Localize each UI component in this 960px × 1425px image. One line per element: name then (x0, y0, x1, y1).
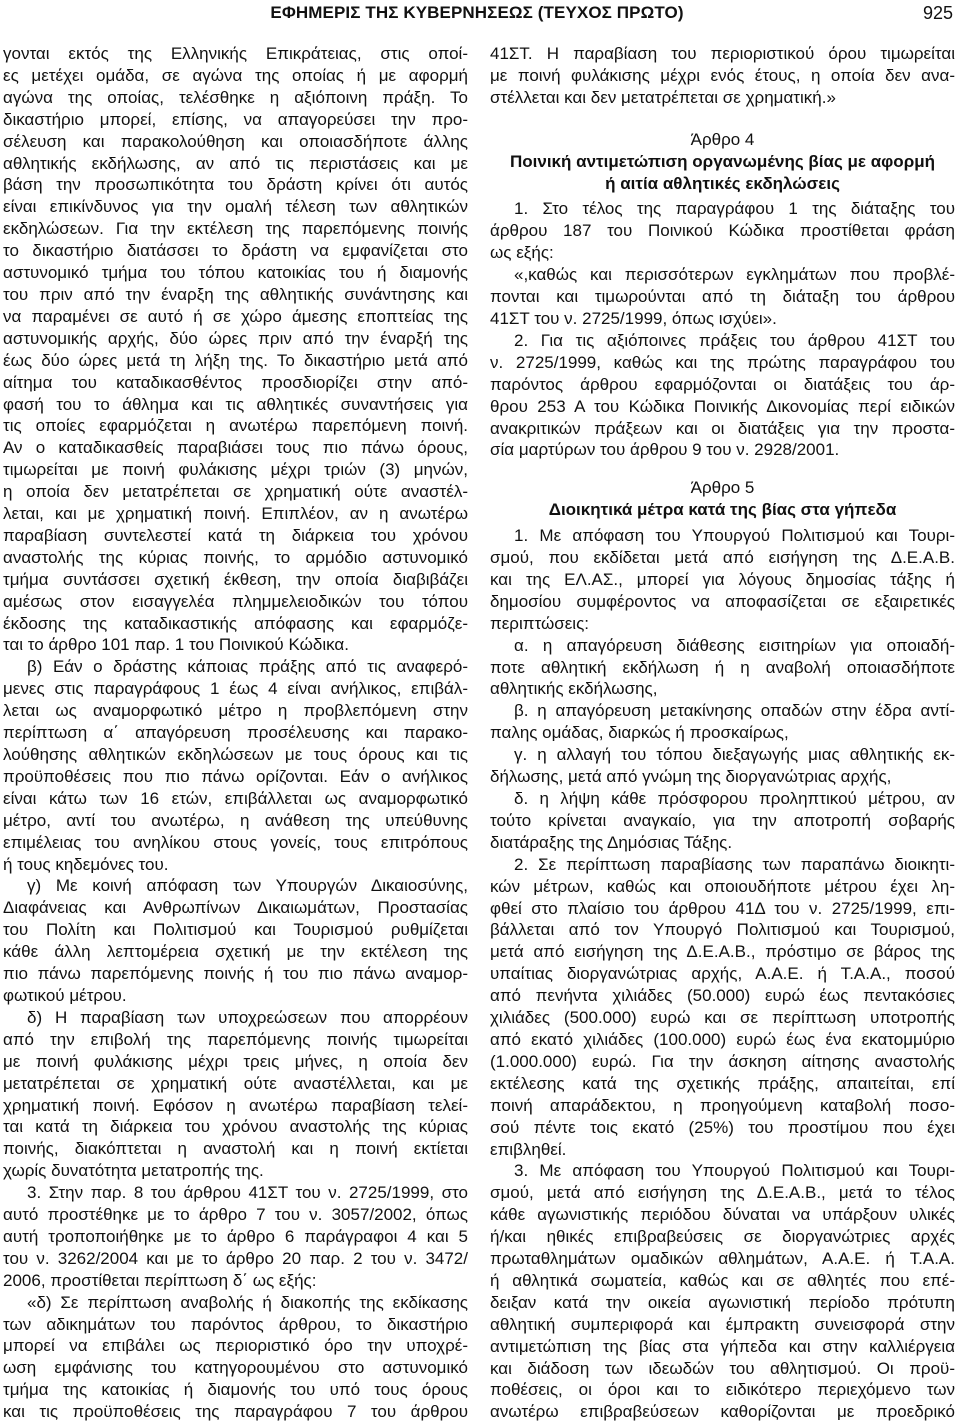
text-line: ή/και ηθικές επιβραβεύσεις σε διοργανώτριες αρχές (490, 1227, 955, 1247)
text-line: λεται ως αναμορφωτικό μέτρο η προβλεπόμενη στην (3, 701, 468, 721)
text-line: του ν. 3262/2004 και με το άρθρο 20 παρ. 2 του ν. 3472/ (3, 1248, 468, 1268)
text-line: περίπτωση α΄ απαγόρευση προσέλευσης και παρακο- (3, 723, 468, 743)
text-line: ανωτέρω επιβραβεύσεων καθορίζονται με προεδρικό (490, 1402, 955, 1422)
text-line: 2. Σε περίπτωση παραβίασης των παραπάνω διοικητι- (514, 854, 955, 874)
text-line: μενες στις παραγράφους 1 έως 4 είναι ανήλικος, επιβάλ- (3, 679, 468, 699)
paragraph (3, 656, 468, 875)
text-line: χωρίς δυνατότητα μετατροπής της. (3, 1161, 264, 1181)
text-line: β) Εάν ο δράστης κάποιας πράξης από τις αναφερό- (27, 657, 468, 677)
text-line: ποινή απαράδεκτου, η προηγούμενη καταβολή ποσο- (490, 1095, 955, 1115)
paragraph (490, 330, 955, 461)
gazette-header-title: ΕΦΗΜΕΡΙΣ ΤΗΣ ΚΥΒΕΡΝΗΣΕΩΣ (ΤΕΥΧΟΣ ΠΡΩΤΟ) (270, 3, 684, 22)
text-line: και της ΕΛ.ΑΣ., μπορεί για λόγους δημοσίας τάξης ή (490, 569, 955, 589)
text-line: αίτημα του καταδικασθέντος προσδιορίζει στην από- (3, 372, 468, 392)
text-line: ως εξής: (490, 243, 554, 263)
text-line: τμήμα συντάσσει σχετική έκθεση, την οποία διαβιβάζει (3, 569, 468, 589)
text-line: χιλιάδες (500.000) ευρώ και σε περίπτωση υποτροπής (490, 1008, 955, 1028)
text-line: παρόντος άρθρου εφαρμόζονται οι διατάξεις του άρ- (490, 374, 955, 394)
text-line: αθλητική συμπεριφορά και έμπρακτη συνεισφορά στην (490, 1314, 955, 1334)
text-line: 2006, προστίθεται περίπτωση δ΄ ως εξής: (3, 1270, 317, 1290)
text-line: αυτό προστέθηκε με το άρθρο 7 του ν. 3057/2002, όπως (3, 1205, 468, 1225)
text-line: τιμωρείται με ποινή φυλάκισης μέχρι τριών (3) μηνών, (3, 460, 468, 480)
text-line: σία μαρτύρων του άρθρου 9 του ν. 2928/2001. (490, 440, 840, 460)
text-line: είναι επικίνδυνος για την ομαλή τέλεση των αθλητικών (3, 197, 468, 217)
text-line: έως δύο ώρες μετά τη λήξη της. Το δικαστήριο μετά από (3, 350, 468, 370)
text-line: φωτικού μέτρου. (3, 985, 127, 1005)
text-line: σμού, που εκδίδεται μετά από εισήγηση της Δ.Ε.Α.Β. (490, 548, 955, 568)
paragraph (3, 875, 468, 1006)
text-line: χρηματική ποινή. Εφόσον η ανωτέρω παραβίαση τελεί- (3, 1095, 468, 1115)
text-line: με ποινή φυλάκισης μέχρι τρεις μήνες, η οποία δεν (3, 1051, 468, 1071)
text-line: αντιμετώπιση της βίας στα γήπεδα και στην καλλιέργεια (490, 1336, 955, 1356)
text-line: 1. Στο τέλος της παραγράφου 1 της διάταξης του (514, 199, 955, 219)
paragraph (490, 1160, 955, 1423)
text-line: ποινής, διακόπτεται η αναστολή και η ποινή εκτίεται (3, 1139, 468, 1159)
text-line: ποτε αθλητική εκδήλωση ή η αναβολή οποιασδήποτε (490, 657, 955, 677)
text-line: ται το άρθρο 101 παρ. 1 του Ποινικού Κώδικα. (3, 635, 349, 655)
text-line: αμέσως στον εισαγγελέα πλημμελειοδικών του τόπου (3, 591, 468, 611)
text-line: μπορεί να επιβάλει ως περιοριστικό όρο την υποχρέ- (3, 1336, 468, 1356)
text-line: σμού, μετά από εισήγηση της Δ.Ε.Α.Β., μετά το τέλος (490, 1183, 955, 1203)
text-line: αναστολής της κύριας ποινής, το αρμόδιο αστυνομικό (3, 547, 468, 567)
paragraph (490, 525, 955, 635)
article-number: Άρθρο 4 (690, 129, 755, 149)
paragraph (3, 43, 468, 656)
text-line: βάση την προσωπικότητα του δράστη κρίνει ότι αυτός (3, 175, 468, 195)
text-line: πιο πάνω παρεπόμενης ποινής ή του πιο πάνω αναμορ- (3, 964, 468, 984)
paragraph (3, 1182, 468, 1292)
text-line: ή αθλητικά σωματεία, καθώς και σε αθλητές που επέ- (490, 1270, 955, 1290)
text-line: θρου 253 Α του Κώδικα Ποινικής Δικονομίας περί ειδικών (490, 396, 955, 416)
text-line: των αδικημάτων του παρόντος άρθρου, το δικαστήριο (3, 1314, 468, 1334)
text-line: φασή του το άθλημα και τις αθλητικές συναντήσεις για (3, 394, 468, 414)
text-line: παραβίαση συντελεστεί κατά τη διάρκεια του χρόνου (3, 525, 468, 545)
text-line: προϋποθέσεις που πιο πάνω ορίζονται. Εάν ο ανήλικος (3, 766, 468, 786)
left-column-text (3, 43, 468, 1423)
text-line: εκτέλεσης κατά της σχετικής πράξης, απαιτείται, επί (490, 1073, 955, 1093)
text-line: από εκατό χιλιάδες (100.000) ευρώ έως ένα εκατομμύριο (490, 1029, 955, 1049)
paragraph (490, 264, 955, 330)
text-line: αστυνομικής αρχής, δύο ώρες πριν από την έναρξή της (3, 328, 468, 348)
paragraph (3, 1292, 468, 1423)
text-line: 3. Στην παρ. 8 του άρθρου 41ΣΤ του ν. 2725/1999, στο (27, 1183, 468, 1203)
text-line: γ) Με κοινή απόφαση των Υπουργών Δικαιοσύνης, (27, 876, 468, 896)
text-line: φθεί στο πλαίσιο του άρθρου 41Δ του ν. 2725/1999, επι- (490, 898, 955, 918)
paragraph (490, 854, 955, 1161)
text-line: 3. Με απόφαση του Υπουργού Πολιτισμού και Τουρι- (514, 1161, 955, 1181)
paragraph (490, 744, 955, 788)
text-line: λούθησης αθλητικών εκδηλώσεων με τους όρους και τις (3, 745, 468, 764)
text-line: μέτρο, αντί του ανωτέρω, η ανάθεση της υπεύθυνης (3, 810, 468, 830)
continued-text (490, 43, 955, 109)
text-line: διατάραξης της Δημόσιας Τάξης. (490, 832, 733, 852)
text-line: αστυνομικό τμήμα του τόπου κατοικίας του ή διαμονής (3, 263, 468, 283)
text-line: ποθέσεις, οι όροι και το ειδικότερο περιεχόμενο των (490, 1380, 955, 1400)
text-line: ν. 2725/1999, καθώς και της πρώτης παραγράφου του (490, 352, 955, 372)
text-line: άρθρου 187 του Ποινικού Κώδικα προστίθεται φράση (490, 221, 955, 241)
text-line: παλης ομάδας, διαρκώς ή προσκαίρως, (490, 723, 789, 743)
paragraph (490, 635, 955, 701)
text-line: ωση εμφάνισης του κατηγορουμένου στο αστυνομικό (3, 1358, 468, 1378)
text-line: να παραμένει σε αυτό ή σε χώρο άμεσης εποπτείας της (3, 306, 468, 326)
text-line: και διάδοση των ιδεωδών του αθλητισμού. Οι προϋ- (490, 1358, 955, 1378)
text-line: μετά από εισήγηση της Δ.Ε.Α.Β., πρόστιμο σε βάρος της (490, 942, 955, 962)
text-line: ες μετέχει ομάδα, σε αγώνα της οποίας ή με αφορμή (3, 65, 468, 85)
article-5-heading (490, 477, 955, 521)
paragraph (490, 788, 955, 854)
article-title: ή αιτία αθλητικές εκδηλώσεις (605, 173, 840, 193)
article-title: Ποινική αντιμετώπιση οργανωμένης βίας με αφορμή (509, 151, 935, 171)
text-line: τις οποίες εφαρμόζεται η ανωτέρω παρεπόμενη ποινή. (3, 416, 468, 436)
text-line: δημοσίου συμφέροντος να αποφασίζεται σε εξαιρετικές (490, 591, 955, 611)
text-line: είναι κάτω των 16 ετών, επιβάλλεται ως αναμορφωτικό (3, 788, 468, 808)
text-line: πρωταθλημάτων ομαδικών αθλημάτων, Α.Α.Ε. ή Τ.Α.Α. (490, 1249, 955, 1269)
text-line: 2. Για τις αξιόποινες πράξεις του άρθρου 41ΣΤ του (514, 330, 955, 350)
text-line: λεται, και με χρηματική ποινή. Επιπλέον, αν η ανωτέρω (3, 504, 468, 524)
text-line: αγώνα της οποίας, τελέσθηκε η αξιόποινη πράξη. Το (3, 87, 468, 107)
text-line: ται κατά τη διάρκεια του χρόνου αναστολής της κύριας (3, 1117, 468, 1137)
paragraph (490, 700, 955, 744)
text-line: στέλλεται και δεν μετατρέπεται σε χρηματική.» (490, 87, 836, 107)
text-line: και τις προϋποθέσεις της παραγράφου 7 του άρθρου (3, 1402, 468, 1422)
text-line: Διαφάνειας και Ανθρωπίνων Δικαιωμάτων, Προστασίας (3, 898, 468, 918)
text-line: 41ΣΤ. Η παραβίαση του περιοριστικού όρου τιμωρείται (490, 44, 955, 63)
text-line: σού πέντε τοις εκατό (25%) του προστίμου που έχει (490, 1117, 955, 1137)
text-line: ανακριτικών πράξεων και οι διατάξεις για την προστα- (490, 418, 955, 438)
article-4-body (490, 198, 955, 461)
article-4-heading (490, 129, 955, 195)
text-line: με ποινή φυλάκισης μέχρι ενός έτους, η οποία δεν ανα- (490, 65, 955, 85)
text-line: αυτή τροποποιήθηκε με το άρθρο 6 παράγραφοι 4 και 5 (3, 1226, 468, 1246)
paragraph (3, 1007, 468, 1182)
text-line: κών μέτρων, καθώς και οποιουδήποτε μέτρου έχει λη- (490, 876, 955, 896)
text-line: αθλητικής εκδήλωσης, (490, 679, 658, 699)
text-line: επιβληθεί. (490, 1139, 567, 1159)
text-line: γ. η αλλαγή του τόπου διεξαγωγής μιας αθλητικής εκ- (514, 745, 955, 765)
text-line: αθλητικής εκδήλωσης, αν από τις περιστάσεις και με (3, 153, 468, 173)
text-line: 41ΣΤ του ν. 2725/1999, όπως ισχύει». (490, 308, 777, 328)
text-line: «δ) Σε περίπτωση αναβολής ή διακοπής της εκδίκασης (27, 1292, 468, 1312)
article-5-body (490, 525, 955, 1423)
text-line: 1. Με απόφαση του Υπουργού Πολιτισμού και Τουρι- (514, 526, 955, 546)
text-line: (1.000.000) ευρώ. Για την άσκηση αίτησης αναστολής (490, 1051, 955, 1071)
text-line: α. η απαγόρευση διάθεσης εισιτηρίων για οποιαδή- (514, 635, 955, 655)
text-line: το δικαστήριο διατάσσει το δράστη να εμφανίζεται στο (3, 241, 468, 261)
text-line: επιμέλειας του ανηλίκου στους γονείς, τους επιτρόπους (3, 832, 468, 852)
text-line: βάλλεται από τον Υπουργό Πολιτισμού και Τουρισμού, (490, 920, 955, 940)
page-number: 925 (922, 3, 953, 23)
text-line: έκδοσης της καταδικαστικής απόφασης και εφαρμόζε- (3, 613, 468, 633)
text-line: δ. η λήψη κάθε πρόσφορου προληπτικού μέτρου, αν (514, 789, 955, 808)
paragraph (490, 198, 955, 264)
text-line: υπαίτιας διοργανώτριας αρχής, Α.Α.Ε. ή Τ.Α.Α., ποσού (490, 964, 955, 984)
text-line: εκδηλώσεων. Για την εκτέλεση της παρεπόμενης ποινής (3, 219, 468, 239)
article-number: Άρθρο 5 (690, 478, 755, 498)
text-line: του πριν από την έναρξη της αθλητικής συνάντησης και (3, 284, 468, 304)
text-line: τμήμα της κατοικίας ή διαμονής του υπό τους όρους (3, 1380, 468, 1400)
text-line: ή τους κηδεμόνες του. (3, 854, 169, 874)
text-line: πονται και τιμωρούνται από τη διάταξη του άρθρου (490, 287, 955, 307)
paragraph (490, 43, 955, 109)
text-line: από πενήντα χιλιάδες (50.000) ευρώ έως πεντακόσιες (490, 986, 955, 1006)
article-title: Διοικητικά μέτρα κατά της βίας στα γήπεδα (548, 500, 897, 520)
text-line: γονται εκτός της Ελληνικής Επικράτειας, στις οποί- (3, 44, 468, 63)
text-line: «,καθώς και περισσότερων εγκλημάτων που προβλέ- (514, 265, 955, 285)
left-column (3, 43, 468, 1423)
text-line: τούτο κρίνεται αναγκαίο, για την αποτροπή σοβαρής (490, 810, 955, 830)
text-line: δικαστήριο μπορεί, επίσης, να απαγορεύσει την προ- (3, 109, 468, 129)
text-line: Αν ο καταδικασθείς παραβιάσει τους πιο πάνω όρους, (3, 438, 468, 458)
text-line: του Πολίτη και Πολιτισμού και Τουρισμού ρυθμίζεται (3, 920, 468, 940)
text-line: μετατρέπεται σε χρηματική ούτε αναστέλλεται, και με (3, 1073, 468, 1093)
text-line: περιπτώσεις: (490, 613, 589, 633)
text-line: κάθε αγωνιστικής περιόδου δύναται να υπάρξουν υλικές (490, 1205, 955, 1225)
text-line: από την επιβολή της παρεπόμενης ποινής τιμωρείται (3, 1029, 468, 1049)
text-line: δήλωσης, μετά από γνώμη της διοργανώτριας αρχής, (490, 767, 892, 787)
text-line: δειξαν κατά την οικεία αγωνιστική περίοδο πρότυπη (490, 1292, 955, 1312)
text-line: δ) Η παραβίαση των υποχρεώσεων που απορρέουν (27, 1007, 468, 1027)
text-line: η οποία δεν μετατρέπεται σε χρηματική ούτε αναστέλ- (3, 482, 468, 502)
text-line: κάθε άλλη λεπτομέρεια σχετική με την εκτέλεση της (3, 942, 468, 962)
text-line: σέλευση και παρακολούθηση και οποιασδήποτε άλλης (3, 131, 468, 151)
text-line: β. η απαγόρευση μετακίνησης οπαδών στην έδρα αντί- (514, 701, 955, 721)
right-column (490, 43, 955, 1423)
